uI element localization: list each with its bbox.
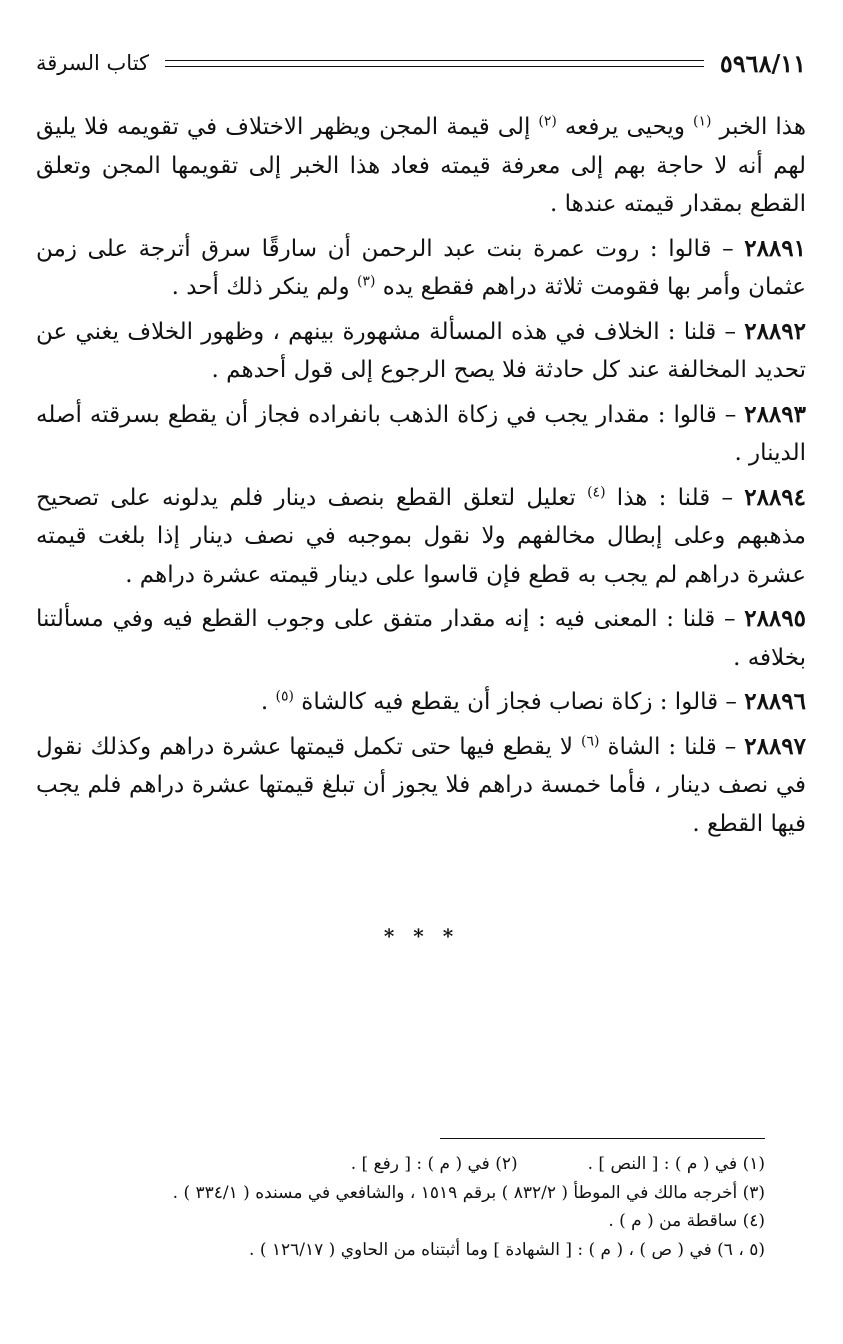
footnote-marker: (٦) <box>581 732 600 749</box>
paragraph-number: ٢٨٨٩٥ <box>744 605 806 632</box>
footnote-marker: (١) <box>692 113 712 130</box>
paragraph-text: – قلنا : الشاة <box>599 733 745 760</box>
paragraph-text: – قلنا : الخلاف في هذه المسألة مشهورة بينهم ، وظهور الخلاف يغني عن تحديد المخالفة عند كل حادثة فلا يصح الرجوع إلى قول أحدهم . <box>36 318 806 383</box>
footnote-text: (٥ ، ٦) في ( ص ) ، ( م ) : [ الشهادة ] وما أثبتناه من الحاوي ( ١٢٦/١٧ ) . <box>249 1239 765 1260</box>
footnote-marker: (٥) <box>275 688 294 705</box>
paragraph-number: ٢٨٨٩٦ <box>744 688 806 715</box>
footnote-text: (٢) في ( م ) : [ رفع ] . <box>350 1154 518 1174</box>
paragraph-text: هذا الخبر <box>711 114 806 140</box>
paragraph-number: ٢٨٨٩٣ <box>744 400 806 428</box>
footnote-text: (٤) ساقطة من ( م ) . <box>608 1211 765 1231</box>
footnote-text: (٣) أخرجه مالك في الموطأ ( ٨٣٢/٢ ) برقم ١٥١٩ ، والشافعي في مسنده ( ٣٣٤/١ ) . <box>172 1182 765 1203</box>
paragraph-5 <box>36 600 806 677</box>
footnote-marker: (٣) <box>356 273 376 290</box>
paragraph-3 <box>36 396 806 473</box>
footnotes <box>65 1150 765 1264</box>
paragraph-2 <box>36 313 806 390</box>
paragraph-text: – قالوا : مقدار يجب في زكاة الذهب بانفراده فجاز أن يقطع بسرقته أصله الدينار . <box>36 401 806 466</box>
paragraph-4 <box>36 479 806 595</box>
footnote-row <box>65 1236 765 1265</box>
footnote-marker: (٢) <box>538 113 557 130</box>
header-double-rule <box>165 60 704 67</box>
paragraph-text: . <box>260 689 276 715</box>
paragraph-continued <box>36 108 806 224</box>
page-header <box>36 46 806 80</box>
paragraph-7 <box>36 728 806 844</box>
paragraph-number: ٢٨٨٩٢ <box>744 317 806 345</box>
paragraph-text: ولم ينكر ذلك أحد . <box>171 274 357 300</box>
section-separator: * * * <box>383 924 460 948</box>
paragraph-number: ٢٨٨٩٧ <box>744 732 807 760</box>
page-number: ٥٩٦٨/١١ <box>719 48 806 78</box>
paragraph-number: ٢٨٨٩١ <box>744 234 806 262</box>
footnote-text: (١) في ( م ) : [ النص ] . <box>587 1154 765 1174</box>
footnote-row <box>65 1207 765 1236</box>
paragraph-text: – قالوا : روت عمرة بنت عبد الرحمن أن سارقًا سرق أترجة على زمن عثمان وأمر بها فقومت ثلاثة دراهم فقطع يده <box>36 235 806 300</box>
paragraph-text: – قالوا : زكاة نصاب فجاز أن يقطع فيه كالشاة <box>293 689 745 715</box>
footnote-rule <box>440 1138 765 1139</box>
footnote-row <box>65 1179 765 1208</box>
paragraph-text: إلى قيمة المجن ويظهر الاختلاف في تقويمه فلا يليق لهم أنه لا حاجة بهم إلى معرفة قيمته فعاد هذا الخبر إلى تقويمها المجن وتعلق القطع بمقدار قيمته عندها . <box>36 114 806 217</box>
paragraph-text: لا يقطع فيها حتى تكمل قيمتها عشرة دراهم وكذلك نقول في نصف دينار ، فأما خمسة دراهم فلا يجوز أن تبلغ قيمتها عشرة دراهم فلم يجب فيها القطع . <box>36 733 806 837</box>
body-text <box>36 108 806 849</box>
running-title: كتاب السرقة <box>36 51 150 75</box>
paragraph-text: تعليل لتعلق القطع بنصف دينار فلم يدلونه على تصحيح مذهبهم وعلى إبطال مخالفهم ولا نقول بموجبه في نصف دينار إذا بلغت قيمته عشرة دراهم لم يجب به قطع فإن قاسوا على دينار قيمته عشرة دراهم . <box>36 484 806 588</box>
paragraph-1 <box>36 230 806 307</box>
paragraph-text: – قلنا : المعنى فيه : إنه مقدار متفق على وجوب القطع فيه وفي مسألتنا بخلافه . <box>36 606 806 671</box>
paragraph-6 <box>36 683 806 722</box>
footnote-row <box>65 1150 765 1179</box>
paragraph-text: ويحيى يرفعه <box>556 114 693 140</box>
footnote-marker: (٤) <box>587 483 606 500</box>
paragraph-number: ٢٨٨٩٤ <box>744 483 807 511</box>
paragraph-text: – قلنا : هذا <box>605 484 745 511</box>
